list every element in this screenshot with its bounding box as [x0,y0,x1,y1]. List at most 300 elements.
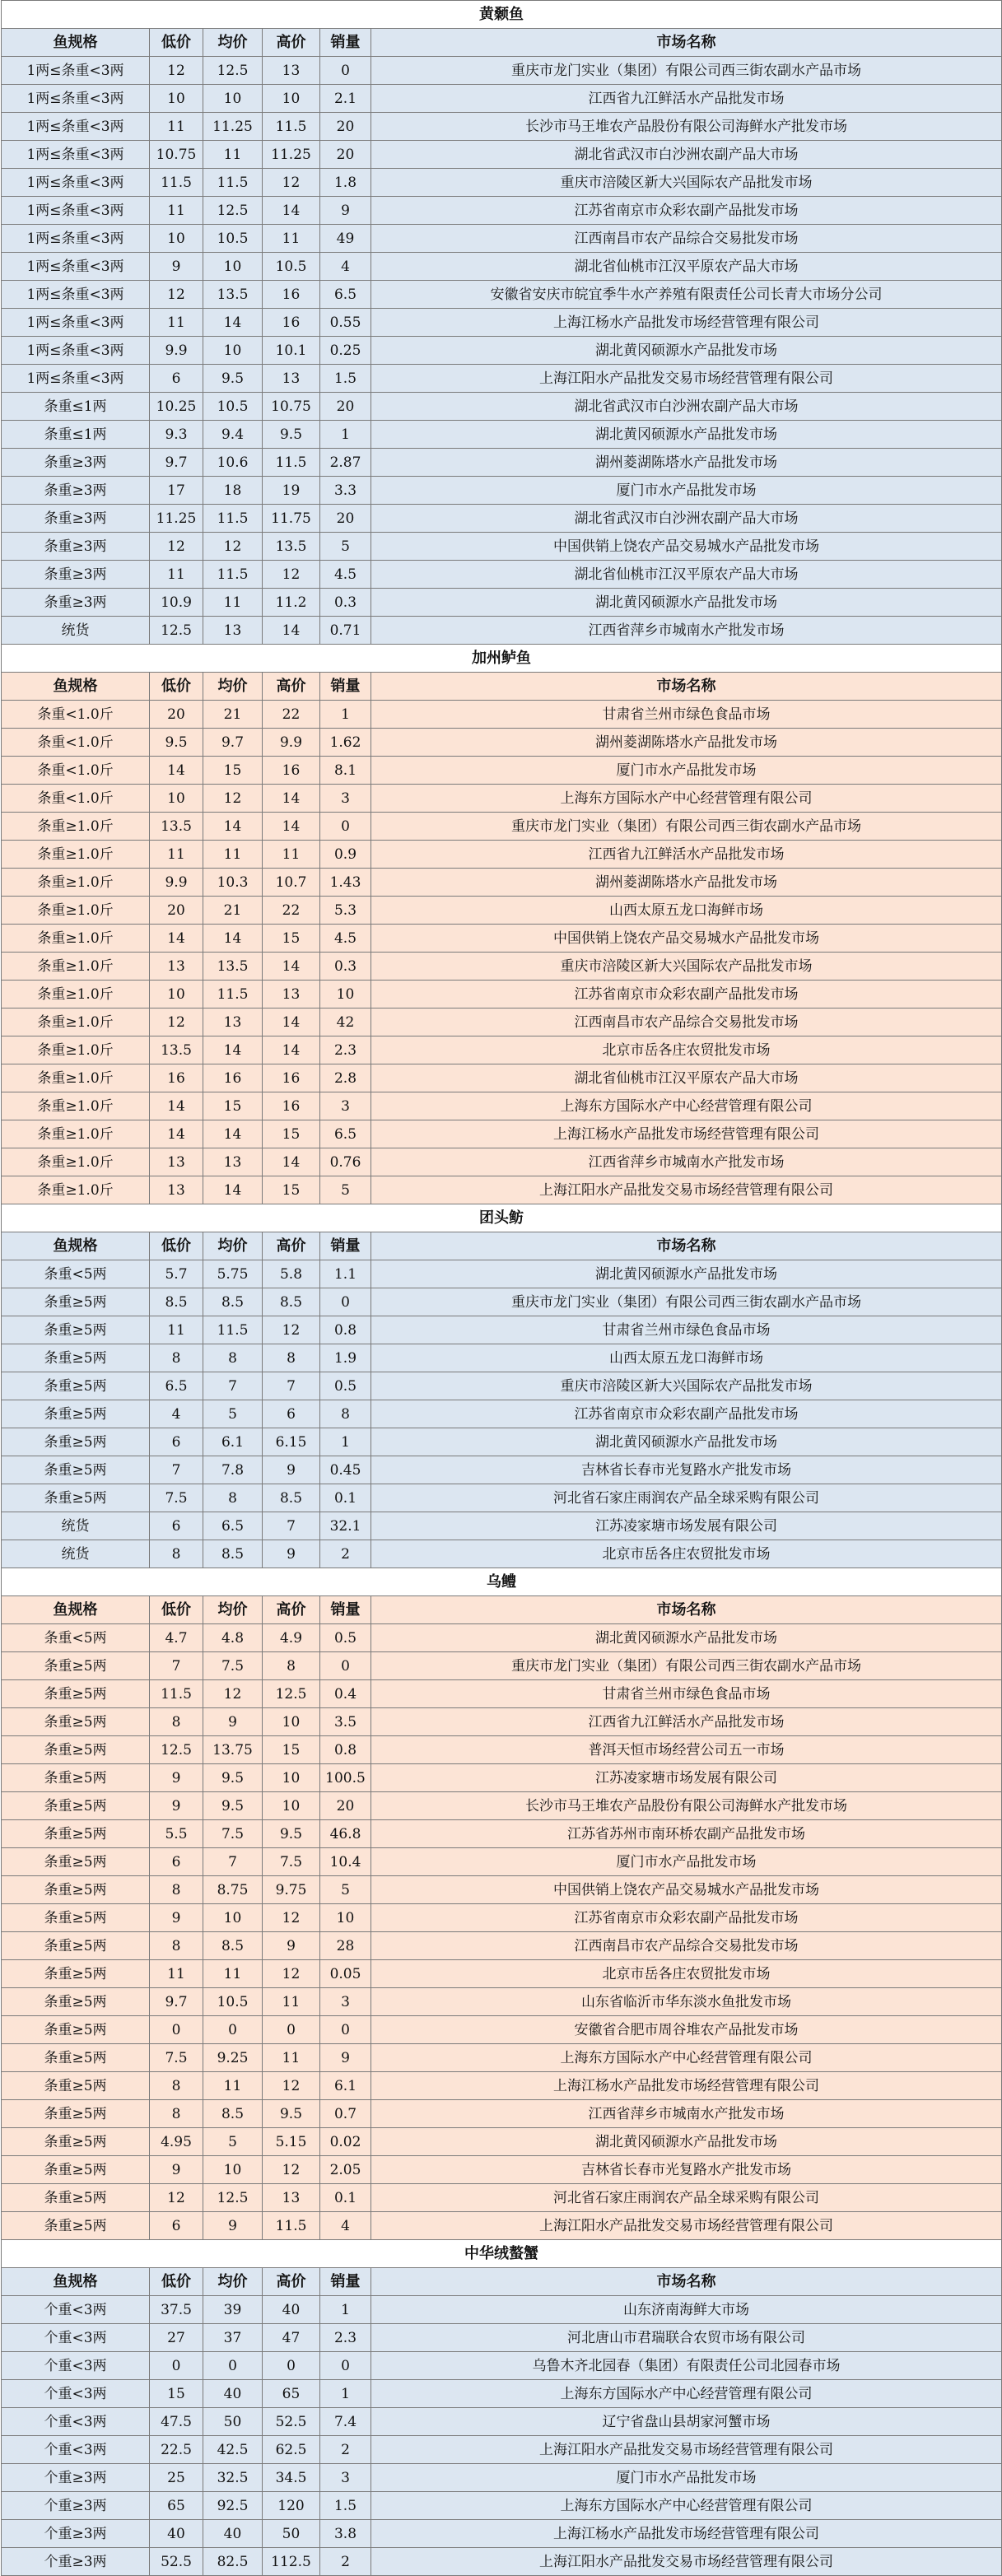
cell-low: 9.3 [150,421,203,449]
cell-spec: 个重<3两 [2,2296,150,2324]
cell-low: 12 [150,1009,203,1036]
table-row [2,505,1002,533]
column-header-row [2,1596,1002,1624]
cell-avg: 11 [203,841,263,869]
cell-avg: 10 [203,85,263,113]
cell-spec: 1两≤条重<3两 [2,141,150,169]
cell-volume: 2.3 [320,1036,371,1064]
cell-market: 河北省石家庄雨润农产品全球采购有限公司 [371,2184,1002,2212]
cell-avg: 10.5 [203,1988,263,2016]
column-header-high: 高价 [263,1596,320,1624]
cell-market: 吉林省长春市光复路水产批发市场 [371,2156,1002,2184]
table-row [2,281,1002,309]
column-header-volume: 销量 [320,673,371,701]
cell-low: 37.5 [150,2296,203,2324]
section-title-row [2,1204,1002,1232]
cell-market: 普洱天恒市场经营公司五一市场 [371,1736,1002,1764]
cell-avg: 7 [203,1372,263,1400]
cell-high: 10.5 [263,253,320,281]
table-row [2,2156,1002,2184]
cell-spec: 条重≥5两 [2,2212,150,2240]
cell-spec: 条重≥5两 [2,2156,150,2184]
cell-spec: 个重≥3两 [2,2464,150,2492]
cell-spec: 条重≥5两 [2,1288,150,1316]
cell-spec: 条重≥5两 [2,1932,150,1960]
cell-volume: 6.5 [320,281,371,309]
cell-market: 湖北省仙桃市江汉平原农产品大市场 [371,561,1002,589]
cell-market: 江西南昌市农产品综合交易批发市场 [371,1932,1002,1960]
cell-high: 52.5 [263,2408,320,2436]
cell-low: 10.25 [150,393,203,421]
section-title-row [2,645,1002,673]
cell-volume: 9 [320,197,371,225]
column-header-row [2,673,1002,701]
column-header-row [2,29,1002,57]
cell-spec: 条重≥5两 [2,2016,150,2044]
section-title: 中华绒螯蟹 [2,2240,1002,2268]
cell-market: 湖北黄冈硕源水产品批发市场 [371,589,1002,617]
cell-avg: 8.5 [203,1932,263,1960]
cell-spec: 条重≥5两 [2,1484,150,1512]
cell-low: 8 [150,2072,203,2100]
table-row [2,1372,1002,1400]
cell-market: 中国供销上饶农产品交易城水产品批发市场 [371,925,1002,953]
cell-volume: 1 [320,2296,371,2324]
cell-volume: 2.05 [320,2156,371,2184]
cell-avg: 6.1 [203,1428,263,1456]
cell-high: 11.5 [263,113,320,141]
cell-avg: 12 [203,785,263,813]
cell-volume: 20 [320,505,371,533]
column-header-row [2,2268,1002,2296]
cell-avg: 13 [203,617,263,645]
cell-market: 湖北黄冈硕源水产品批发市场 [371,421,1002,449]
cell-spec: 1两≤条重<3两 [2,169,150,197]
cell-volume: 0 [320,2016,371,2044]
table-row [2,1680,1002,1708]
cell-high: 9.75 [263,1876,320,1904]
cell-high: 62.5 [263,2436,320,2464]
cell-low: 13.5 [150,1036,203,1064]
cell-low: 9 [150,2156,203,2184]
cell-avg: 10 [203,337,263,365]
cell-low: 7 [150,1456,203,1484]
cell-low: 15 [150,2380,203,2408]
cell-market: 厦门市水产品批发市场 [371,757,1002,785]
cell-spec: 条重≥5两 [2,1820,150,1848]
cell-high: 8 [263,1652,320,1680]
cell-market: 甘肃省兰州市绿色食品市场 [371,1680,1002,1708]
cell-high: 5.15 [263,2128,320,2156]
cell-spec: 个重<3两 [2,2380,150,2408]
cell-low: 8 [150,1708,203,1736]
cell-high: 12 [263,1316,320,1344]
cell-volume: 6.5 [320,1120,371,1148]
cell-volume: 7.4 [320,2408,371,2436]
table-row [2,1009,1002,1036]
table-row [2,701,1002,729]
cell-market: 江苏凌家塘市场发展有限公司 [371,1764,1002,1792]
cell-low: 8 [150,1540,203,1568]
cell-avg: 14 [203,1120,263,1148]
column-header-market: 市场名称 [371,1596,1002,1624]
table-row [2,2548,1002,2576]
cell-low: 11 [150,841,203,869]
cell-market: 安徽省合肥市周谷堆农产品批发市场 [371,2016,1002,2044]
cell-volume: 0.7 [320,2100,371,2128]
cell-avg: 9.4 [203,421,263,449]
cell-market: 江西南昌市农产品综合交易批发市场 [371,1009,1002,1036]
table-row [2,2324,1002,2352]
cell-market: 山西太原五龙口海鲜市场 [371,897,1002,925]
cell-market: 北京市岳各庄农贸批发市场 [371,1960,1002,1988]
cell-avg: 13.5 [203,953,263,981]
cell-spec: 条重≥5两 [2,1736,150,1764]
cell-high: 7.5 [263,1848,320,1876]
cell-avg: 40 [203,2520,263,2548]
cell-high: 112.5 [263,2548,320,2576]
cell-avg: 10 [203,253,263,281]
table-row [2,2128,1002,2156]
column-header-spec: 鱼规格 [2,1232,150,1260]
cell-spec: 1两≤条重<3两 [2,281,150,309]
cell-spec: 条重≥1.0斤 [2,897,150,925]
cell-avg: 18 [203,477,263,505]
cell-low: 11 [150,561,203,589]
table-row [2,869,1002,897]
cell-spec: 条重≥3两 [2,477,150,505]
cell-high: 9.9 [263,729,320,757]
section-title: 乌鳢 [2,1568,1002,1596]
cell-volume: 5.3 [320,897,371,925]
cell-avg: 21 [203,701,263,729]
table-row [2,757,1002,785]
cell-high: 14 [263,1009,320,1036]
cell-high: 50 [263,2520,320,2548]
cell-avg: 13.5 [203,281,263,309]
cell-market: 湖州菱湖陈塔水产品批发市场 [371,869,1002,897]
cell-avg: 16 [203,1064,263,1092]
cell-volume: 0.4 [320,1680,371,1708]
cell-spec: 条重≥3两 [2,589,150,617]
cell-avg: 11 [203,1960,263,1988]
cell-market: 江西省萍乡市城南水产批发市场 [371,1148,1002,1176]
column-header-row [2,1232,1002,1260]
cell-volume: 0.5 [320,1372,371,1400]
cell-avg: 4.8 [203,1624,263,1652]
column-header-avg: 均价 [203,29,263,57]
cell-high: 5.8 [263,1260,320,1288]
cell-volume: 0 [320,2352,371,2380]
table-row [2,617,1002,645]
cell-high: 10 [263,1792,320,1820]
section-title-row [2,2240,1002,2268]
table-row [2,1848,1002,1876]
cell-high: 10.75 [263,393,320,421]
cell-volume: 4.5 [320,925,371,953]
cell-avg: 11.5 [203,561,263,589]
cell-low: 47.5 [150,2408,203,2436]
cell-low: 9 [150,1792,203,1820]
table-row [2,225,1002,253]
cell-market: 河北省石家庄雨润农产品全球采购有限公司 [371,1484,1002,1512]
cell-spec: 条重≥5两 [2,1960,150,1988]
cell-market: 上海东方国际水产中心经营管理有限公司 [371,785,1002,813]
cell-spec: 条重<1.0斤 [2,785,150,813]
table-row [2,169,1002,197]
table-row [2,1344,1002,1372]
cell-volume: 20 [320,141,371,169]
column-header-market: 市场名称 [371,1232,1002,1260]
cell-spec: 条重≥5两 [2,1848,150,1876]
cell-volume: 5 [320,1876,371,1904]
cell-spec: 统货 [2,1540,150,1568]
cell-volume: 0.02 [320,2128,371,2156]
table-row [2,1036,1002,1064]
cell-spec: 统货 [2,1512,150,1540]
cell-high: 10 [263,1764,320,1792]
column-header-avg: 均价 [203,1232,263,1260]
cell-high: 9 [263,1540,320,1568]
cell-volume: 3 [320,1988,371,2016]
cell-volume: 0.05 [320,1960,371,1988]
cell-market: 湖北省仙桃市江汉平原农产品大市场 [371,253,1002,281]
cell-low: 27 [150,2324,203,2352]
cell-spec: 1两≤条重<3两 [2,253,150,281]
cell-market: 江西南昌市农产品综合交易批发市场 [371,225,1002,253]
cell-low: 4.95 [150,2128,203,2156]
cell-spec: 条重<1.0斤 [2,757,150,785]
cell-avg: 11.5 [203,505,263,533]
cell-high: 6 [263,1400,320,1428]
cell-spec: 条重<5两 [2,1260,150,1288]
cell-high: 8.5 [263,1288,320,1316]
cell-market: 北京市岳各庄农贸批发市场 [371,1540,1002,1568]
cell-spec: 条重≥5两 [2,1652,150,1680]
cell-volume: 0.8 [320,1316,371,1344]
cell-market: 江苏省南京市众彩农副产品批发市场 [371,197,1002,225]
cell-low: 9.5 [150,729,203,757]
cell-high: 10 [263,85,320,113]
cell-high: 15 [263,1736,320,1764]
cell-volume: 1 [320,1428,371,1456]
cell-high: 13 [263,365,320,393]
table-row [2,1316,1002,1344]
table-row [2,365,1002,393]
cell-avg: 9.25 [203,2044,263,2072]
table-row [2,981,1002,1009]
cell-spec: 个重<3两 [2,2324,150,2352]
column-header-low: 低价 [150,1596,203,1624]
cell-high: 34.5 [263,2464,320,2492]
cell-market: 中国供销上饶农产品交易城水产品批发市场 [371,533,1002,561]
cell-spec: 条重≥5两 [2,1792,150,1820]
column-header-low: 低价 [150,29,203,57]
cell-spec: 统货 [2,617,150,645]
cell-spec: 1两≤条重<3两 [2,309,150,337]
cell-volume: 10.4 [320,1848,371,1876]
cell-spec: 条重≥3两 [2,533,150,561]
table-row [2,1960,1002,1988]
cell-low: 12 [150,281,203,309]
table-row [2,1456,1002,1484]
cell-volume: 28 [320,1932,371,1960]
table-row [2,2072,1002,2100]
cell-high: 9 [263,1932,320,1960]
cell-low: 9.7 [150,449,203,477]
cell-high: 15 [263,1176,320,1204]
cell-market: 上海江阳水产品批发交易市场经营管理有限公司 [371,1176,1002,1204]
table-row [2,1708,1002,1736]
cell-low: 7 [150,1652,203,1680]
table-row [2,1540,1002,1568]
cell-low: 9 [150,1904,203,1932]
cell-avg: 5.75 [203,1260,263,1288]
cell-low: 25 [150,2464,203,2492]
table-row [2,1904,1002,1932]
cell-high: 7 [263,1372,320,1400]
cell-spec: 条重≥5两 [2,2044,150,2072]
cell-avg: 6.5 [203,1512,263,1540]
column-header-low: 低价 [150,673,203,701]
cell-low: 10 [150,85,203,113]
cell-spec: 条重≥5两 [2,2128,150,2156]
column-header-volume: 销量 [320,1596,371,1624]
cell-spec: 条重≥1.0斤 [2,841,150,869]
cell-spec: 条重≥1.0斤 [2,925,150,953]
table-row [2,1400,1002,1428]
table-row [2,1288,1002,1316]
cell-high: 15 [263,1120,320,1148]
cell-volume: 20 [320,1792,371,1820]
table-row [2,2212,1002,2240]
table-row [2,589,1002,617]
cell-spec: 条重≥1.0斤 [2,1036,150,1064]
cell-volume: 0.3 [320,589,371,617]
cell-volume: 0 [320,1288,371,1316]
table-row [2,729,1002,757]
cell-market: 湖北黄冈硕源水产品批发市场 [371,2128,1002,2156]
column-header-volume: 销量 [320,1232,371,1260]
cell-market: 湖北省武汉市白沙洲农副产品大市场 [371,141,1002,169]
cell-low: 13 [150,1148,203,1176]
table-row [2,1176,1002,1204]
table-row [2,85,1002,113]
cell-spec: 个重<3两 [2,2352,150,2380]
cell-low: 14 [150,757,203,785]
cell-volume: 5 [320,533,371,561]
cell-market: 上海江阳水产品批发交易市场经营管理有限公司 [371,2436,1002,2464]
cell-high: 13 [263,57,320,85]
cell-low: 6 [150,1428,203,1456]
cell-high: 11 [263,1988,320,2016]
cell-market: 湖北黄冈硕源水产品批发市场 [371,337,1002,365]
cell-high: 9.5 [263,1820,320,1848]
table-row [2,1736,1002,1764]
cell-high: 11.5 [263,2212,320,2240]
cell-market: 江西省九江鲜活水产品批发市场 [371,85,1002,113]
cell-low: 22.5 [150,2436,203,2464]
table-row [2,2044,1002,2072]
cell-market: 厦门市水产品批发市场 [371,2464,1002,2492]
cell-market: 北京市岳各庄农贸批发市场 [371,1036,1002,1064]
cell-avg: 12.5 [203,197,263,225]
cell-spec: 条重≥5两 [2,1876,150,1904]
cell-spec: 条重≥5两 [2,2100,150,2128]
column-header-market: 市场名称 [371,2268,1002,2296]
cell-volume: 32.1 [320,1512,371,1540]
cell-volume: 0.45 [320,1456,371,1484]
cell-high: 10.1 [263,337,320,365]
cell-market: 重庆市龙门实业（集团）有限公司西三街农副水产品市场 [371,1288,1002,1316]
cell-avg: 82.5 [203,2548,263,2576]
cell-low: 6 [150,1512,203,1540]
cell-volume: 2 [320,2548,371,2576]
cell-high: 11.2 [263,589,320,617]
cell-high: 16 [263,309,320,337]
column-header-spec: 鱼规格 [2,1596,150,1624]
table-row [2,2408,1002,2436]
cell-avg: 5 [203,1400,263,1428]
cell-volume: 2.1 [320,85,371,113]
cell-high: 16 [263,757,320,785]
cell-avg: 32.5 [203,2464,263,2492]
cell-low: 6 [150,1848,203,1876]
cell-high: 11 [263,225,320,253]
cell-spec: 1两≤条重<3两 [2,57,150,85]
table-row [2,1428,1002,1456]
table-row [2,1876,1002,1904]
cell-low: 12 [150,2184,203,2212]
cell-spec: 条重≥1.0斤 [2,1148,150,1176]
cell-avg: 8 [203,1344,263,1372]
cell-avg: 11 [203,589,263,617]
cell-low: 8 [150,1344,203,1372]
cell-market: 上海江杨水产品批发市场经营管理有限公司 [371,1120,1002,1148]
cell-market: 上海江杨水产品批发市场经营管理有限公司 [371,2072,1002,2100]
cell-spec: 条重≥1.0斤 [2,1176,150,1204]
cell-avg: 42.5 [203,2436,263,2464]
cell-spec: 条重<1.0斤 [2,701,150,729]
section-title: 黄颡鱼 [2,1,1002,29]
column-header-avg: 均价 [203,2268,263,2296]
cell-low: 20 [150,897,203,925]
cell-spec: 个重≥3两 [2,2492,150,2520]
cell-market: 中国供销上饶农产品交易城水产品批发市场 [371,1876,1002,1904]
cell-market: 长沙市马王堆农产品股份有限公司海鲜水产批发市场 [371,113,1002,141]
cell-spec: 条重≥5两 [2,1316,150,1344]
table-row [2,1512,1002,1540]
cell-avg: 10.5 [203,393,263,421]
table-row [2,813,1002,841]
cell-volume: 10 [320,1904,371,1932]
cell-volume: 0.5 [320,1624,371,1652]
cell-high: 0 [263,2352,320,2380]
cell-low: 7.5 [150,2044,203,2072]
cell-volume: 0.25 [320,337,371,365]
cell-volume: 3 [320,785,371,813]
cell-spec: 条重≥5两 [2,1344,150,1372]
cell-volume: 2.8 [320,1064,371,1092]
table-row [2,897,1002,925]
cell-low: 13 [150,1176,203,1204]
cell-low: 10.75 [150,141,203,169]
cell-low: 12.5 [150,1736,203,1764]
cell-spec: 1两≤条重<3两 [2,113,150,141]
cell-avg: 39 [203,2296,263,2324]
table-row [2,2436,1002,2464]
cell-market: 江西省萍乡市城南水产批发市场 [371,617,1002,645]
